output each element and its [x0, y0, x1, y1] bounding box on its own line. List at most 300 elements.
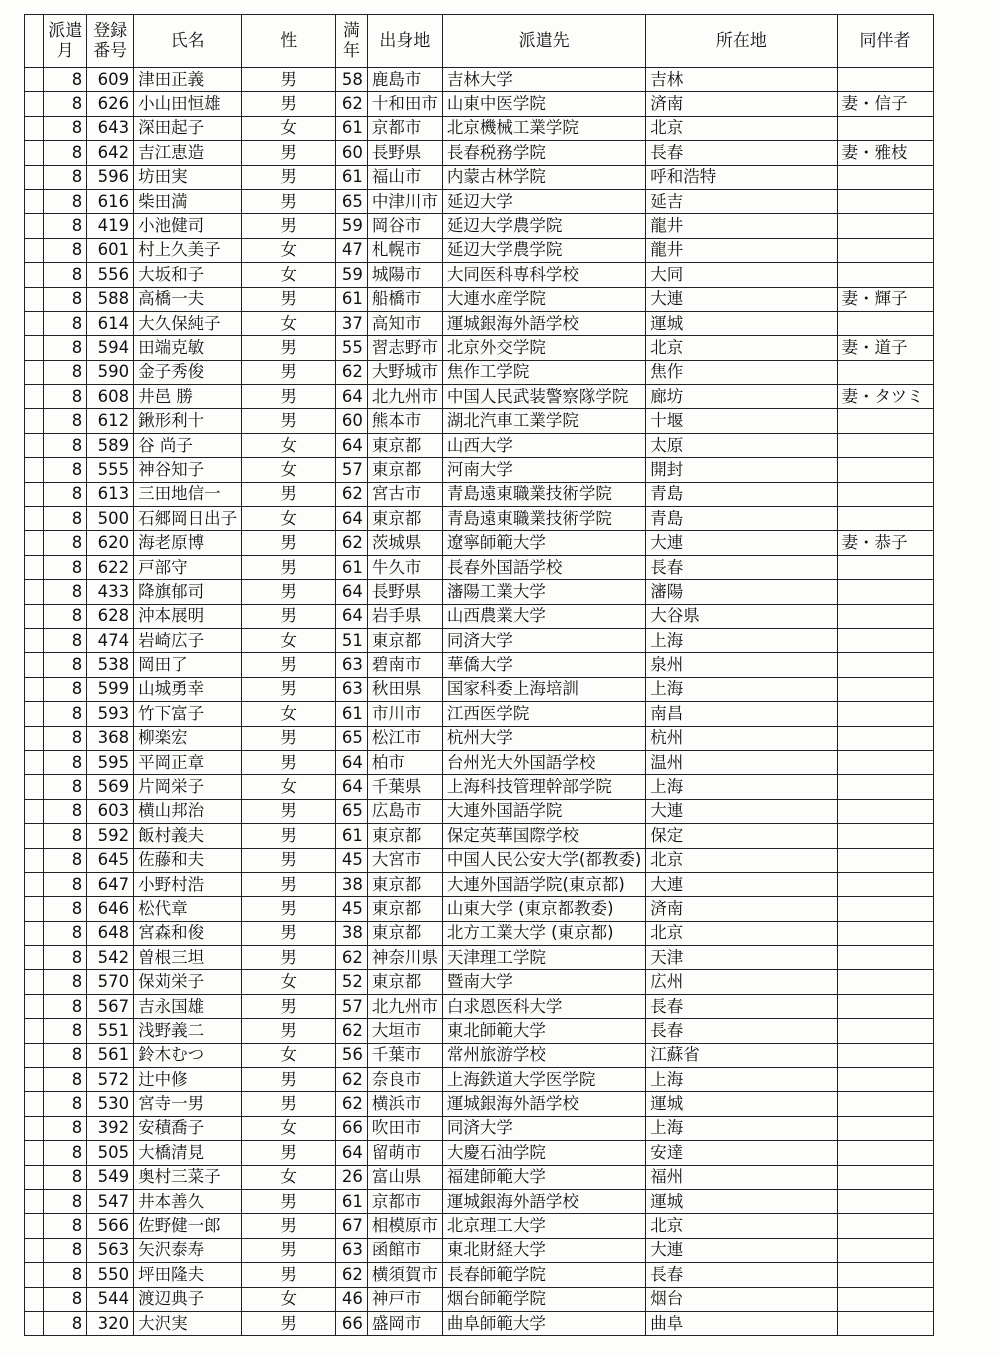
table-row: [25, 653, 1000, 677]
margin-cell: [25, 1189, 44, 1213]
dispatch-month-cell: 8: [44, 409, 87, 433]
location-cell: 焦作: [646, 360, 837, 384]
companion-cell: [837, 1092, 933, 1116]
dispatch-month-cell: 8: [44, 360, 87, 384]
age-cell: 62: [336, 482, 368, 506]
location-cell: 瀋陽: [646, 580, 837, 604]
destination-cell: 長春外国語学校: [442, 555, 645, 579]
name-cell: 吉永国雄: [134, 994, 242, 1018]
destination-cell: 吉林大学: [442, 68, 645, 92]
name-cell: 松代章: [134, 897, 242, 921]
destination-cell: 上海科技管理幹部学院: [442, 775, 645, 799]
sex-cell: 男: [242, 1019, 336, 1043]
destination-cell: 長春税務学院: [442, 141, 645, 165]
location-cell: 北京: [646, 848, 837, 872]
table-row: [25, 1019, 1000, 1043]
name-cell: 保苅栄子: [134, 970, 242, 994]
dispatch-month-cell: 8: [44, 555, 87, 579]
sex-cell: 男: [242, 1311, 336, 1335]
sex-cell: 男: [242, 677, 336, 701]
registration-number-cell: 433: [87, 580, 134, 604]
companion-cell: [837, 921, 933, 945]
name-cell: 宮森和俊: [134, 921, 242, 945]
destination-cell: 北京機械工業学院: [442, 116, 645, 140]
registration-number-cell: 645: [87, 848, 134, 872]
companion-cell: [837, 628, 933, 652]
companion-cell: [837, 897, 933, 921]
companion-cell: [837, 555, 933, 579]
companion-cell: 妻・雅枝: [837, 141, 933, 165]
origin-cell: 宮古市: [367, 482, 442, 506]
companion-cell: [837, 775, 933, 799]
registration-number-cell: 563: [87, 1238, 134, 1262]
name-cell: 神谷知子: [134, 458, 242, 482]
name-cell: 平岡正章: [134, 750, 242, 774]
location-cell: 大連: [646, 799, 837, 823]
margin-cell: [25, 409, 44, 433]
registration-number-cell: 551: [87, 1019, 134, 1043]
registration-number-cell: 569: [87, 775, 134, 799]
roster-body: [25, 68, 1000, 1336]
margin-cell: [25, 287, 44, 311]
sex-cell: 男: [242, 189, 336, 213]
registration-number-cell: 392: [87, 1116, 134, 1140]
destination-cell: 運城銀海外語学校: [442, 311, 645, 335]
destination-cell: 青島遠東職業技術学院: [442, 482, 645, 506]
companion-cell: [837, 1019, 933, 1043]
age-cell: 37: [336, 311, 368, 335]
age-cell: 66: [336, 1116, 368, 1140]
dispatch-month-cell: 8: [44, 165, 87, 189]
dispatch-month-cell: 8: [44, 311, 87, 335]
name-cell: 小野村浩: [134, 872, 242, 896]
companion-cell: [837, 702, 933, 726]
destination-cell: 江西医学院: [442, 702, 645, 726]
sex-cell: 男: [242, 946, 336, 970]
margin-cell: [25, 994, 44, 1018]
sex-cell: 男: [242, 580, 336, 604]
origin-cell: 奈良市: [367, 1068, 442, 1092]
age-cell: 62: [336, 360, 368, 384]
destination-cell: 遼寧師範大学: [442, 531, 645, 555]
origin-cell: 留萌市: [367, 1141, 442, 1165]
age-cell: 64: [336, 750, 368, 774]
age-cell: 59: [336, 263, 368, 287]
table-row: [25, 580, 1000, 604]
location-cell: 吉林: [646, 68, 837, 92]
margin-cell: [25, 775, 44, 799]
companion-cell: [837, 726, 933, 750]
age-cell: 65: [336, 726, 368, 750]
margin-cell: [25, 336, 44, 360]
registration-number-cell: 642: [87, 141, 134, 165]
registration-number-cell: 593: [87, 702, 134, 726]
table-row: [25, 311, 1000, 335]
table-row: [25, 1214, 1000, 1238]
table-row: [25, 799, 1000, 823]
sex-cell: 男: [242, 68, 336, 92]
origin-cell: 東京都: [367, 628, 442, 652]
age-cell: 61: [336, 165, 368, 189]
name-cell: 沖本展明: [134, 604, 242, 628]
companion-cell: [837, 311, 933, 335]
destination-cell: 河南大学: [442, 458, 645, 482]
age-cell: 57: [336, 994, 368, 1018]
dispatch-month-cell: 8: [44, 385, 87, 409]
age-cell: 62: [336, 1019, 368, 1043]
table-row: [25, 1287, 1000, 1311]
margin-cell: [25, 824, 44, 848]
location-cell: 温州: [646, 750, 837, 774]
location-cell: 福州: [646, 1165, 837, 1189]
registration-number-cell: 588: [87, 287, 134, 311]
dispatch-month-cell: 8: [44, 1043, 87, 1067]
destination-cell: 延辺大学農学院: [442, 238, 645, 262]
margin-cell: [25, 1116, 44, 1140]
location-cell: 上海: [646, 628, 837, 652]
table-row: [25, 848, 1000, 872]
age-cell: 62: [336, 1068, 368, 1092]
location-cell: 運城: [646, 311, 837, 335]
companion-cell: [837, 165, 933, 189]
sex-cell: 男: [242, 409, 336, 433]
table-row: [25, 189, 1000, 213]
name-cell: 渡辺典子: [134, 1287, 242, 1311]
age-cell: 63: [336, 1238, 368, 1262]
companion-cell: [837, 848, 933, 872]
name-cell: 岡田了: [134, 653, 242, 677]
registration-number-cell: 613: [87, 482, 134, 506]
sex-cell: 女: [242, 702, 336, 726]
companion-cell: 妻・信子: [837, 92, 933, 116]
location-cell: 大連: [646, 1238, 837, 1262]
companion-cell: [837, 68, 933, 92]
age-cell: 62: [336, 946, 368, 970]
age-cell: 61: [336, 824, 368, 848]
table-row: [25, 482, 1000, 506]
companion-cell: [837, 946, 933, 970]
dispatch-month-cell: 8: [44, 653, 87, 677]
origin-cell: 東京都: [367, 897, 442, 921]
age-cell: 60: [336, 141, 368, 165]
registration-number-cell: 626: [87, 92, 134, 116]
location-cell: 長春: [646, 1019, 837, 1043]
name-cell: 石郷岡日出子: [134, 507, 242, 531]
age-cell: 26: [336, 1165, 368, 1189]
destination-cell: 運城銀海外語学校: [442, 1189, 645, 1213]
name-cell: 片岡栄子: [134, 775, 242, 799]
name-cell: 深田起子: [134, 116, 242, 140]
location-cell: 大同: [646, 263, 837, 287]
age-cell: 38: [336, 872, 368, 896]
sex-cell: 女: [242, 628, 336, 652]
destination-cell: 瀋陽工業大学: [442, 580, 645, 604]
sex-cell: 男: [242, 141, 336, 165]
name-cell: 海老原博: [134, 531, 242, 555]
age-cell: 55: [336, 336, 368, 360]
registration-number-cell: 589: [87, 433, 134, 457]
dispatch-month-cell: 8: [44, 1287, 87, 1311]
age-cell: 64: [336, 1141, 368, 1165]
table-row: [25, 214, 1000, 238]
age-cell: 45: [336, 897, 368, 921]
margin-cell: [25, 702, 44, 726]
origin-cell: 東京都: [367, 458, 442, 482]
dispatch-month-cell: 8: [44, 604, 87, 628]
origin-cell: 富山県: [367, 1165, 442, 1189]
destination-cell: 曲阜師範大学: [442, 1311, 645, 1335]
table-row: [25, 1165, 1000, 1189]
margin-cell: [25, 311, 44, 335]
table-row: [25, 141, 1000, 165]
name-cell: 柴田満: [134, 189, 242, 213]
origin-cell: 神戸市: [367, 1287, 442, 1311]
dispatch-month-cell: 8: [44, 1189, 87, 1213]
location-cell: 大谷県: [646, 604, 837, 628]
companion-cell: [837, 214, 933, 238]
margin-cell: [25, 482, 44, 506]
margin-cell: [25, 897, 44, 921]
table-row: [25, 1238, 1000, 1262]
sex-cell: 男: [242, 750, 336, 774]
dispatch-month-cell: 8: [44, 872, 87, 896]
month-header: 派遣 月: [44, 15, 87, 68]
name-cell: 金子秀俊: [134, 360, 242, 384]
registration-number-cell: 530: [87, 1092, 134, 1116]
origin-cell: 市川市: [367, 702, 442, 726]
margin-cell: [25, 141, 44, 165]
margin-cell: [25, 385, 44, 409]
dispatch-month-cell: 8: [44, 1238, 87, 1262]
sex-cell: 男: [242, 872, 336, 896]
dispatch-month-cell: 8: [44, 799, 87, 823]
age-cell: 66: [336, 1311, 368, 1335]
sex-cell: 女: [242, 116, 336, 140]
volunteer-roster-table: [24, 14, 1000, 1336]
location-cell: 広州: [646, 970, 837, 994]
destination-cell: 大同医科専科学校: [442, 263, 645, 287]
name-cell: 浅野義二: [134, 1019, 242, 1043]
name-cell: 横山邦治: [134, 799, 242, 823]
table-row: [25, 604, 1000, 628]
location-cell: 延吉: [646, 189, 837, 213]
dispatch-month-cell: 8: [44, 68, 87, 92]
destination-cell: 暨南大学: [442, 970, 645, 994]
registration-number-cell: 549: [87, 1165, 134, 1189]
origin-cell: 広島市: [367, 799, 442, 823]
sex-cell: 女: [242, 311, 336, 335]
sex-cell: 女: [242, 775, 336, 799]
location-cell: 呼和浩特: [646, 165, 837, 189]
age-cell: 61: [336, 116, 368, 140]
registration-number-cell: 547: [87, 1189, 134, 1213]
registration-number-cell: 622: [87, 555, 134, 579]
margin-cell: [25, 531, 44, 555]
origin-cell: 東京都: [367, 872, 442, 896]
dispatch-month-cell: 8: [44, 921, 87, 945]
destination-cell: 東北財経大学: [442, 1238, 645, 1262]
table-row: [25, 433, 1000, 457]
sex-cell: 男: [242, 921, 336, 945]
dispatch-month-cell: 8: [44, 433, 87, 457]
registration-number-cell: 555: [87, 458, 134, 482]
companion-cell: 妻・道子: [837, 336, 933, 360]
location-cell: 十堰: [646, 409, 837, 433]
registration-number-cell: 590: [87, 360, 134, 384]
age-cell: 64: [336, 385, 368, 409]
table-row: [25, 921, 1000, 945]
dispatch-month-cell: 8: [44, 726, 87, 750]
margin-cell: [25, 555, 44, 579]
origin-cell: 柏市: [367, 750, 442, 774]
destination-cell: 国家科委上海培訓: [442, 677, 645, 701]
registration-number-cell: 474: [87, 628, 134, 652]
dispatch-month-cell: 8: [44, 628, 87, 652]
destination-cell: 天津理工学院: [442, 946, 645, 970]
dispatch-month-cell: 8: [44, 336, 87, 360]
registration-number-cell: 609: [87, 68, 134, 92]
age-cell: 61: [336, 287, 368, 311]
sex-cell: 男: [242, 287, 336, 311]
sex-cell: 男: [242, 1068, 336, 1092]
dispatch-month-cell: 8: [44, 531, 87, 555]
table-row: [25, 897, 1000, 921]
companion-cell: [837, 677, 933, 701]
companion-cell: [837, 360, 933, 384]
margin-cell: [25, 970, 44, 994]
sex-cell: 男: [242, 1189, 336, 1213]
companion-cell: 妻・タツミ: [837, 385, 933, 409]
registration-number-cell: 542: [87, 946, 134, 970]
destination-cell: 山東中医学院: [442, 92, 645, 116]
sex-cell: 男: [242, 848, 336, 872]
destination-cell: 長春師範学院: [442, 1263, 645, 1287]
registration-number-cell: 572: [87, 1068, 134, 1092]
location-cell: 北京: [646, 921, 837, 945]
registration-number-cell: 643: [87, 116, 134, 140]
sex-cell: 女: [242, 238, 336, 262]
name-cell: 佐藤和夫: [134, 848, 242, 872]
registration-number-cell: 646: [87, 897, 134, 921]
margin-cell: [25, 1019, 44, 1043]
dispatch-month-cell: 8: [44, 238, 87, 262]
destination-cell: 青島遠東職業技術学院: [442, 507, 645, 531]
dispatch-month-cell: 8: [44, 994, 87, 1018]
table-row: [25, 726, 1000, 750]
age-cell: 56: [336, 1043, 368, 1067]
margin-cell: [25, 1092, 44, 1116]
location-cell: 天津: [646, 946, 837, 970]
table-row: [25, 1092, 1000, 1116]
margin-cell: [25, 604, 44, 628]
dispatch-month-cell: 8: [44, 1214, 87, 1238]
age-cell: 63: [336, 653, 368, 677]
name-header: 氏名: [134, 15, 242, 68]
dispatch-month-cell: 8: [44, 848, 87, 872]
companion-cell: [837, 1165, 933, 1189]
dispatch-month-cell: 8: [44, 507, 87, 531]
destination-cell: 北京理工大学: [442, 1214, 645, 1238]
origin-cell: 東京都: [367, 433, 442, 457]
dispatch-month-cell: 8: [44, 214, 87, 238]
dispatch-month-cell: 8: [44, 116, 87, 140]
location-cell: 大連: [646, 531, 837, 555]
sex-cell: 男: [242, 799, 336, 823]
table-row: [25, 750, 1000, 774]
sex-cell: 男: [242, 824, 336, 848]
sex-cell: 男: [242, 994, 336, 1018]
table-row: [25, 1311, 1000, 1335]
registration-number-cell: 628: [87, 604, 134, 628]
margin-cell: [25, 214, 44, 238]
sex-cell: 男: [242, 385, 336, 409]
margin-cell: [25, 946, 44, 970]
location-cell: 済南: [646, 92, 837, 116]
margin-cell: [25, 92, 44, 116]
age-cell: 61: [336, 702, 368, 726]
origin-cell: 東京都: [367, 824, 442, 848]
companion-cell: [837, 1141, 933, 1165]
table-row: [25, 336, 1000, 360]
sex-cell: 男: [242, 653, 336, 677]
companion-cell: [837, 263, 933, 287]
origin-cell: 千葉市: [367, 1043, 442, 1067]
age-cell: 61: [336, 1189, 368, 1213]
origin-cell: 碧南市: [367, 653, 442, 677]
sex-cell: 女: [242, 970, 336, 994]
registration-number-cell: 601: [87, 238, 134, 262]
companion-cell: [837, 1238, 933, 1262]
margin-cell: [25, 238, 44, 262]
companion-cell: 妻・輝子: [837, 287, 933, 311]
destination-cell: 大連外国語学院(東京都): [442, 872, 645, 896]
name-cell: 山城勇幸: [134, 677, 242, 701]
age-cell: 62: [336, 92, 368, 116]
destination-cell: 延辺大学農学院: [442, 214, 645, 238]
margin-cell: [25, 1043, 44, 1067]
table-row: [25, 507, 1000, 531]
sex-cell: 男: [242, 531, 336, 555]
name-cell: 小山田恒雄: [134, 92, 242, 116]
location-cell: 上海: [646, 775, 837, 799]
table-row: [25, 409, 1000, 433]
registration-number-cell: 608: [87, 385, 134, 409]
location-cell: 北京: [646, 1214, 837, 1238]
age-cell: 64: [336, 433, 368, 457]
sex-cell: 女: [242, 1287, 336, 1311]
location-cell: 廊坊: [646, 385, 837, 409]
sex-cell: 男: [242, 555, 336, 579]
sex-cell: 男: [242, 214, 336, 238]
name-cell: 柳楽宏: [134, 726, 242, 750]
name-cell: 矢沢泰寿: [134, 1238, 242, 1262]
location-cell: 龍井: [646, 214, 837, 238]
origin-cell: 鹿島市: [367, 68, 442, 92]
name-cell: 鈴木むつ: [134, 1043, 242, 1067]
destination-cell: 運城銀海外語学校: [442, 1092, 645, 1116]
age-cell: 46: [336, 1287, 368, 1311]
dispatch-month-cell: 8: [44, 1068, 87, 1092]
table-row: [25, 458, 1000, 482]
margin-cell: [25, 726, 44, 750]
registration-number-cell: 647: [87, 872, 134, 896]
location-cell: 南昌: [646, 702, 837, 726]
dispatch-month-cell: 8: [44, 580, 87, 604]
sex-cell: 男: [242, 360, 336, 384]
destination-cell: 山西大学: [442, 433, 645, 457]
location-cell: 上海: [646, 677, 837, 701]
sex-cell: 女: [242, 263, 336, 287]
